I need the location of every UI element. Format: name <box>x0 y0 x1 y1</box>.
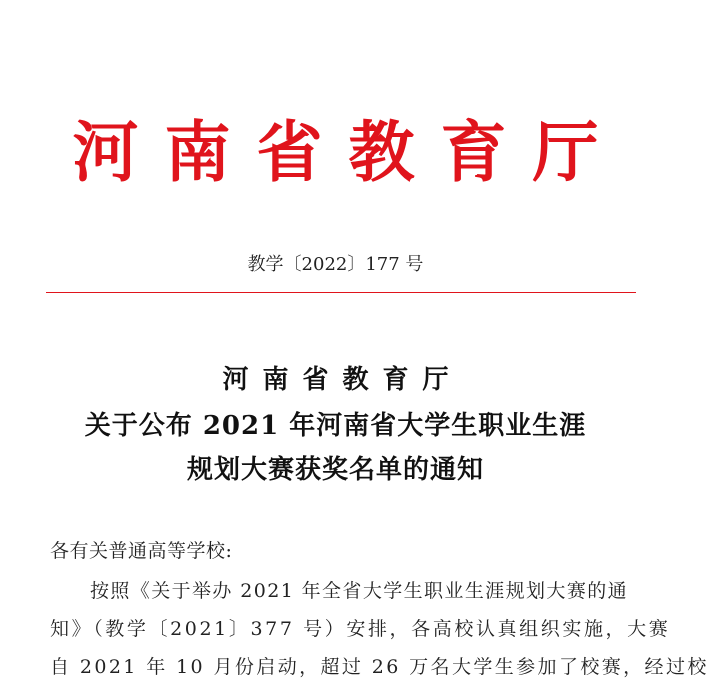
masthead-org-name: 河南省教育厅 <box>72 113 625 191</box>
salutation: 各有关普通高等学校: <box>50 540 233 562</box>
title-line-3: 规划大赛获奖名单的通知 <box>186 455 484 485</box>
body-line-1: 按照《关于举办 2021 年全省大学生职业生涯规划大赛的通 <box>90 580 629 602</box>
body-line-2: 知》（教学〔2021〕377 号）安排，各高校认真组织实施，大赛 <box>50 618 671 640</box>
red-divider <box>46 292 636 293</box>
title-line-1: 河南省教育厅 <box>222 365 463 395</box>
title-line-2: 关于公布 2021 年河南省大学生职业生涯 <box>84 411 587 441</box>
document-number: 教学〔2022〕177 号 <box>247 254 424 275</box>
body-line-3: 自 2021 年 10 月份启动，超过 26 万名大学生参加了校赛，经过校 <box>50 656 709 678</box>
